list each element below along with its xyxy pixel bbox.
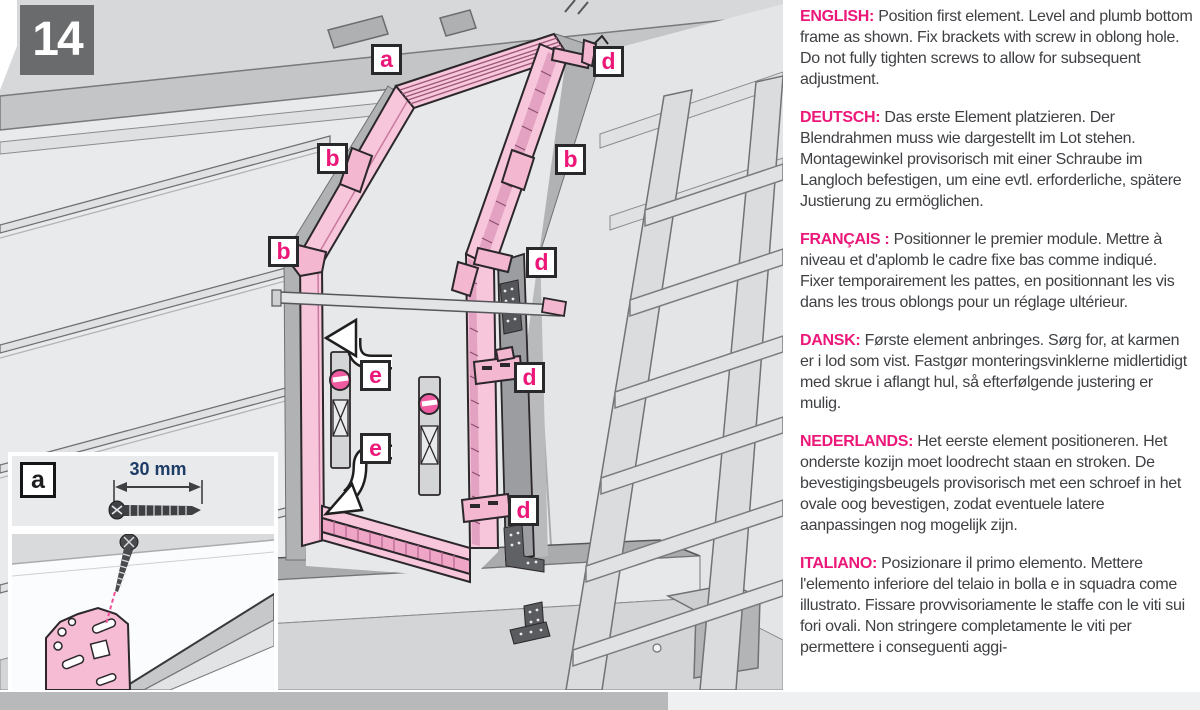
instruction-italian: [800, 553, 1194, 658]
screw-length-text: 30 mm: [129, 459, 187, 479]
bottom-scrollbar-thumb[interactable]: [0, 692, 668, 710]
instruction-dutch: [800, 431, 1194, 536]
language-heading: ITALIANO:: [800, 555, 877, 572]
callout-d: d: [526, 247, 557, 278]
arrow-left-icon: [115, 482, 127, 492]
callout-e: e: [360, 433, 391, 464]
screw-icon: [109, 501, 201, 519]
instruction-text: Posizionare il primo elemento. Mettere l'elemento inferiore del telaio in bolla e in squadra come illustrato. Fissare provvisoriamente le staffe con le viti sui fori ovali. Non stringere completamente le viti per permettere i conseguenti aggi-: [800, 555, 1185, 656]
instruction-text: Første element anbringes. Sørg for, at karmen er i lod som vist. Fastgør monteringsvinklerne midlertidigt med skrue i aflangt hul, så efterfølgende justering er mulig.: [800, 332, 1187, 412]
inset-bracket-panel: [12, 534, 274, 690]
language-heading: DEUTSCH:: [800, 109, 881, 126]
language-heading: ENGLISH:: [800, 8, 875, 25]
bracket-detail-drawing: [12, 534, 274, 690]
inset-label-a: a: [20, 462, 56, 498]
instruction-french: [800, 229, 1194, 313]
instruction-english: [800, 6, 1194, 90]
callout-b: b: [317, 143, 348, 174]
inset-screw-panel: [12, 456, 274, 526]
language-heading: DANSK:: [800, 332, 861, 349]
instruction-text: Das erste Element platzieren. Der Blendrahmen muss wie dargestellt im Lot stehen. Montagewinkel provisorisch mit einer Schraube im Langloch befestigen, um eine evtl. erforderliche, spätere Justierung zu ermöglichen.: [800, 109, 1182, 210]
callout-a: a: [371, 44, 402, 75]
callout-e: e: [360, 360, 391, 391]
instruction-column: [800, 6, 1194, 692]
step-number: 14: [20, 5, 94, 75]
language-heading: FRANÇAIS :: [800, 231, 890, 248]
instruction-german: [800, 107, 1194, 212]
callout-d: d: [593, 46, 624, 77]
callout-d: d: [514, 362, 545, 393]
instruction-text: Positionner le premier module. Mettre à niveau et d'aplomb le cadre fixe bas comme indiqué. Fixer temporairement les pattes, en positionnant les vis dans les trous oblongs pour un réglage ultérieur.: [800, 231, 1175, 311]
callout-b: b: [268, 236, 299, 267]
language-heading: NEDERLANDS:: [800, 433, 914, 450]
instruction-danish: [800, 330, 1194, 414]
instruction-text: Het eerste element positioneren. Het onderste kozijn moet loodrecht staan en stroken. De bevestigingsbeugels provisorisch met een schroef in het ovale oog bevestigen, zodat eventuele latere aanpassingen nog mogelijk zijn.: [800, 433, 1182, 534]
callout-b: b: [555, 144, 586, 175]
mounting-bracket: [46, 608, 130, 690]
arrow-right-icon: [189, 482, 201, 492]
instruction-text: Position first element. Level and plumb bottom frame as shown. Fix brackets with screw in oblong hole. Do not fully tighten screws to allow for subsequent adjustment.: [800, 8, 1193, 88]
callout-d: d: [508, 495, 539, 526]
